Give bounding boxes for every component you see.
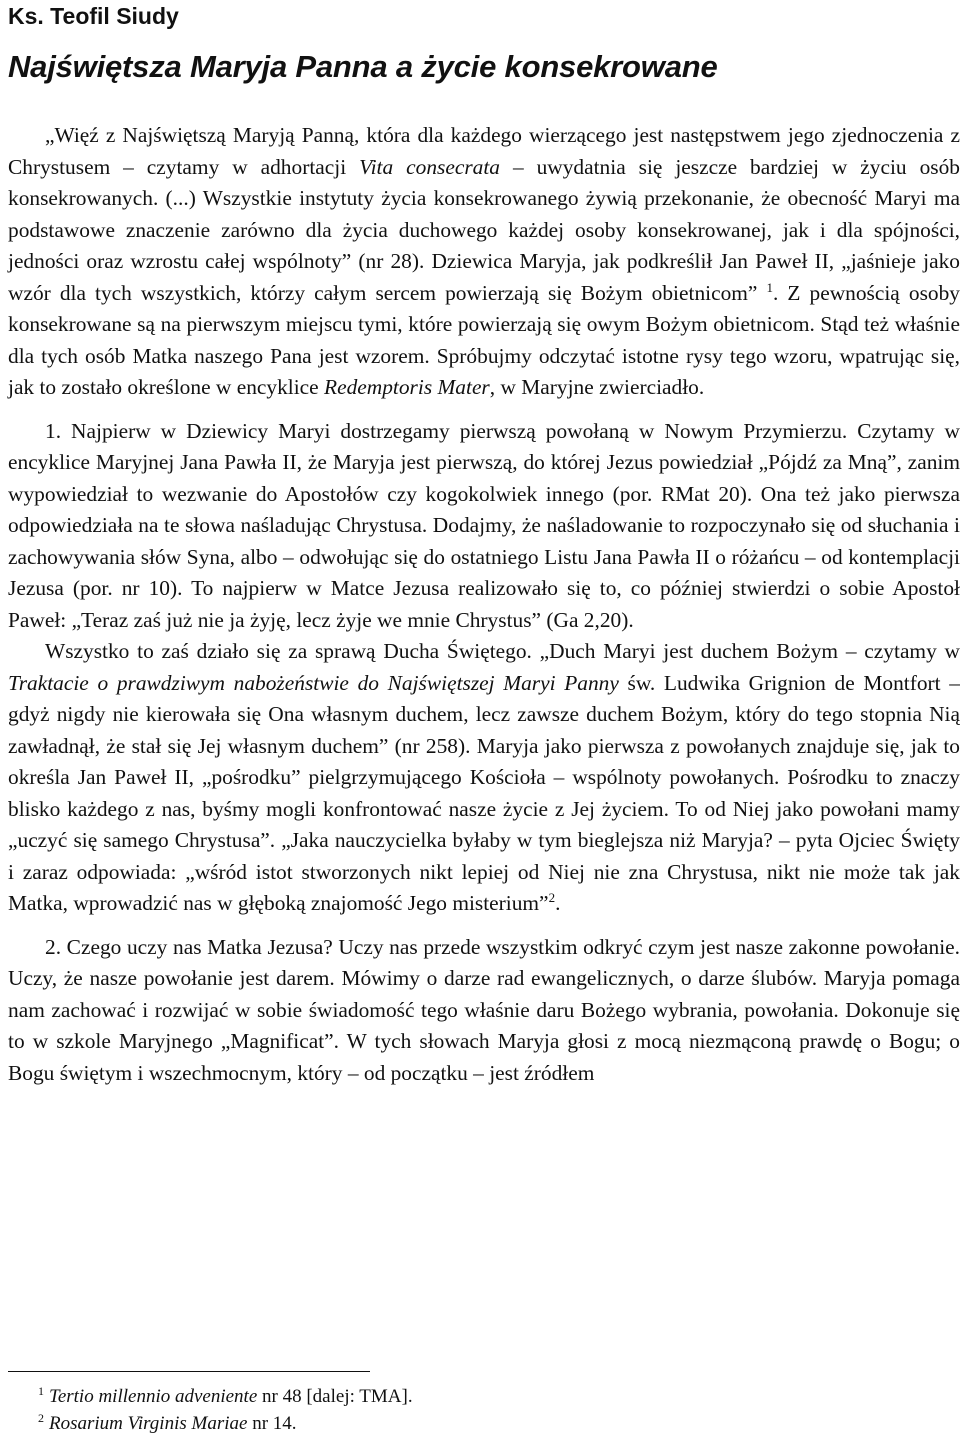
paragraph-1 bbox=[8, 120, 960, 404]
footnote-2-number: 2 bbox=[38, 1411, 44, 1425]
paragraph-3-text-b: św. Ludwika Grignion de Montfort – gdyż nigdy nie kierowała się Ona własnym duchem, lecz zawsze duchem Bożym, który do tego stopnia Nią zawładnął, że stał się Jej własnym duchem” (nr 258). Maryja jako pierwsza z powołanych znajduje się, jak to określa Jan Paweł II, „pośrodku” pielgrzymującego Kościoła – wspólnoty powołanych. Pośrodku to znaczy blisko każdego z nas, byśmy mogli konfrontować nasze życie z Jej życiem. To od Niej jako powołani mamy „uczyć się samego Chrystusa”. „Jaka nauczycielka byłaby w tym bieglejsza niż Maryja? – pyta Ojciec Święty i zaraz odpowiada: „wśród istot stworzonych nikt lepiej od Niej nie zna Chrystusa, nikt nie może tak jak Matka, wprowadzić nas w głęboką znajomość Jego misterium” bbox=[8, 670, 960, 915]
paragraph-1-italic-b: Redemptoris Mater bbox=[324, 375, 490, 399]
paragraph-1-text-c: . Z pewnością osoby konsekrowane są na pierwszym miejscu tymi, które powierzają się owym Bożym obietnicom. Stąd też właśnie dla tych osób Matka naszego Pana jest wzorem. Spróbujmy odczytać istotne rysy tego wzoru, wpatrując się, jak to zostało określone w encyklice bbox=[8, 280, 960, 399]
paragraph-2: 1. Najpierw w Dziewicy Maryi dostrzegamy pierwszą powołaną w Nowym Przymierzu. Czytamy w encyklice Maryjnej Jana Pawła II, że Maryja jest pierwszą, do której Jezus powiedział „Pójdź za Mną”, zanim wypowiedział to wezwanie do Apostołów czy kogokolwiek innego (por. RMat 20). Ona też jako pierwsza odpowiedziała na te słowa naśladując Chrystusa. Dodajmy, że naśladowanie to rozpoczynało się od słuchania i zachowywania słów Syna, albo – odwołując się do ostatniego Listu Jana Pawła II o różańcu – od kontemplacji Jezusa (por. nr 10). To najpierw w Matce Jezusa realizowało się to, co później stwierdzi o sobie Apostoł Paweł: „Teraz zaś już nie ja żyję, lecz żyje we mnie Chrystus” (Ga 2,20). bbox=[8, 418, 960, 632]
paragraph-4: 2. Czego uczy nas Matka Jezusa? Uczy nas przede wszystkim odkryć czym jest nasze zakonne powołanie. Uczy, że nasze powołanie jest darem. Mówimy o darze rad ewangelicznych, o darze ślubów. Maryja pomaga nam zachować i rozwijać w sobie świadomość tego właśnie daru Bożego wybrania, powołania. Dokonuje się to w szkole Maryjnego „Magnificat”. W tych słowach Maryja głosi z mocą niezmąconą prawdę o Bogu; o Bogu świętym i wszechmocnym, który – od początku – jest źródłem bbox=[8, 934, 960, 1085]
footnote-1-number: 1 bbox=[38, 1384, 44, 1398]
paragraph-3-text-a: Wszystko to zaś działo się za sprawą Ducha Świętego. „Duch Maryi jest duchem Bożym – czytamy w bbox=[45, 639, 960, 663]
paragraph-3 bbox=[8, 636, 960, 920]
article-body bbox=[8, 120, 960, 1089]
paragraph-1-italic-a: Vita consecrata bbox=[359, 154, 500, 179]
footnote-1-title: Tertio millennio adveniente bbox=[49, 1386, 258, 1407]
paragraph-1-text-a: „Więź z Najświętszą Maryją Panną, która dla każdego wierzącego jest następstwem jego zjednoczenia z Chrystusem – czytamy w adhortacji bbox=[8, 123, 960, 179]
footnotes bbox=[38, 1383, 413, 1437]
article-title: Najświętsza Maryja Panna a życie konsekrowane bbox=[8, 49, 718, 84]
footnote-2-text: nr 14. bbox=[247, 1413, 297, 1434]
paragraph-3-text-c: . bbox=[555, 891, 561, 915]
footnote-ref-1: 1 bbox=[766, 279, 773, 295]
paragraph-1-text-d: , w Maryjne zwierciadło. bbox=[489, 375, 705, 399]
paragraph-1-text-b: – uwydatnia się jeszcze bardziej w życiu osób konsekrowanych. (...) Wszystkie instytuty życia konsekrowanego żywią przekonanie, że obecność Maryi ma podstawowe znaczenie zarówno dla życia duchowego każdej osoby konsekrowanej, jak i dla spójności, jedności oraz wzrostu całej wspólnoty” (nr 28). Dziewica Maryja, jak podkreślił Jan Paweł II, „jaśnieje jako wzór dla tych wszystkich, którzy całym sercem powierzają się Bożym obietnicom” bbox=[8, 154, 960, 305]
author-name: Ks. Teofil Siudy bbox=[8, 3, 179, 29]
footnote-1-text: nr 48 [dalej: TMA]. bbox=[257, 1386, 413, 1407]
footnote-1 bbox=[38, 1383, 413, 1410]
footnote-2-title: Rosarium Virginis Mariae bbox=[49, 1413, 248, 1434]
footnote-ref-2: 2 bbox=[548, 890, 556, 905]
footnote-2 bbox=[38, 1410, 413, 1437]
paragraph-3-italic: Traktacie o prawdziwym nabożeństwie do Najświętszej Maryi Panny bbox=[8, 670, 619, 695]
footnote-separator bbox=[8, 1371, 370, 1372]
